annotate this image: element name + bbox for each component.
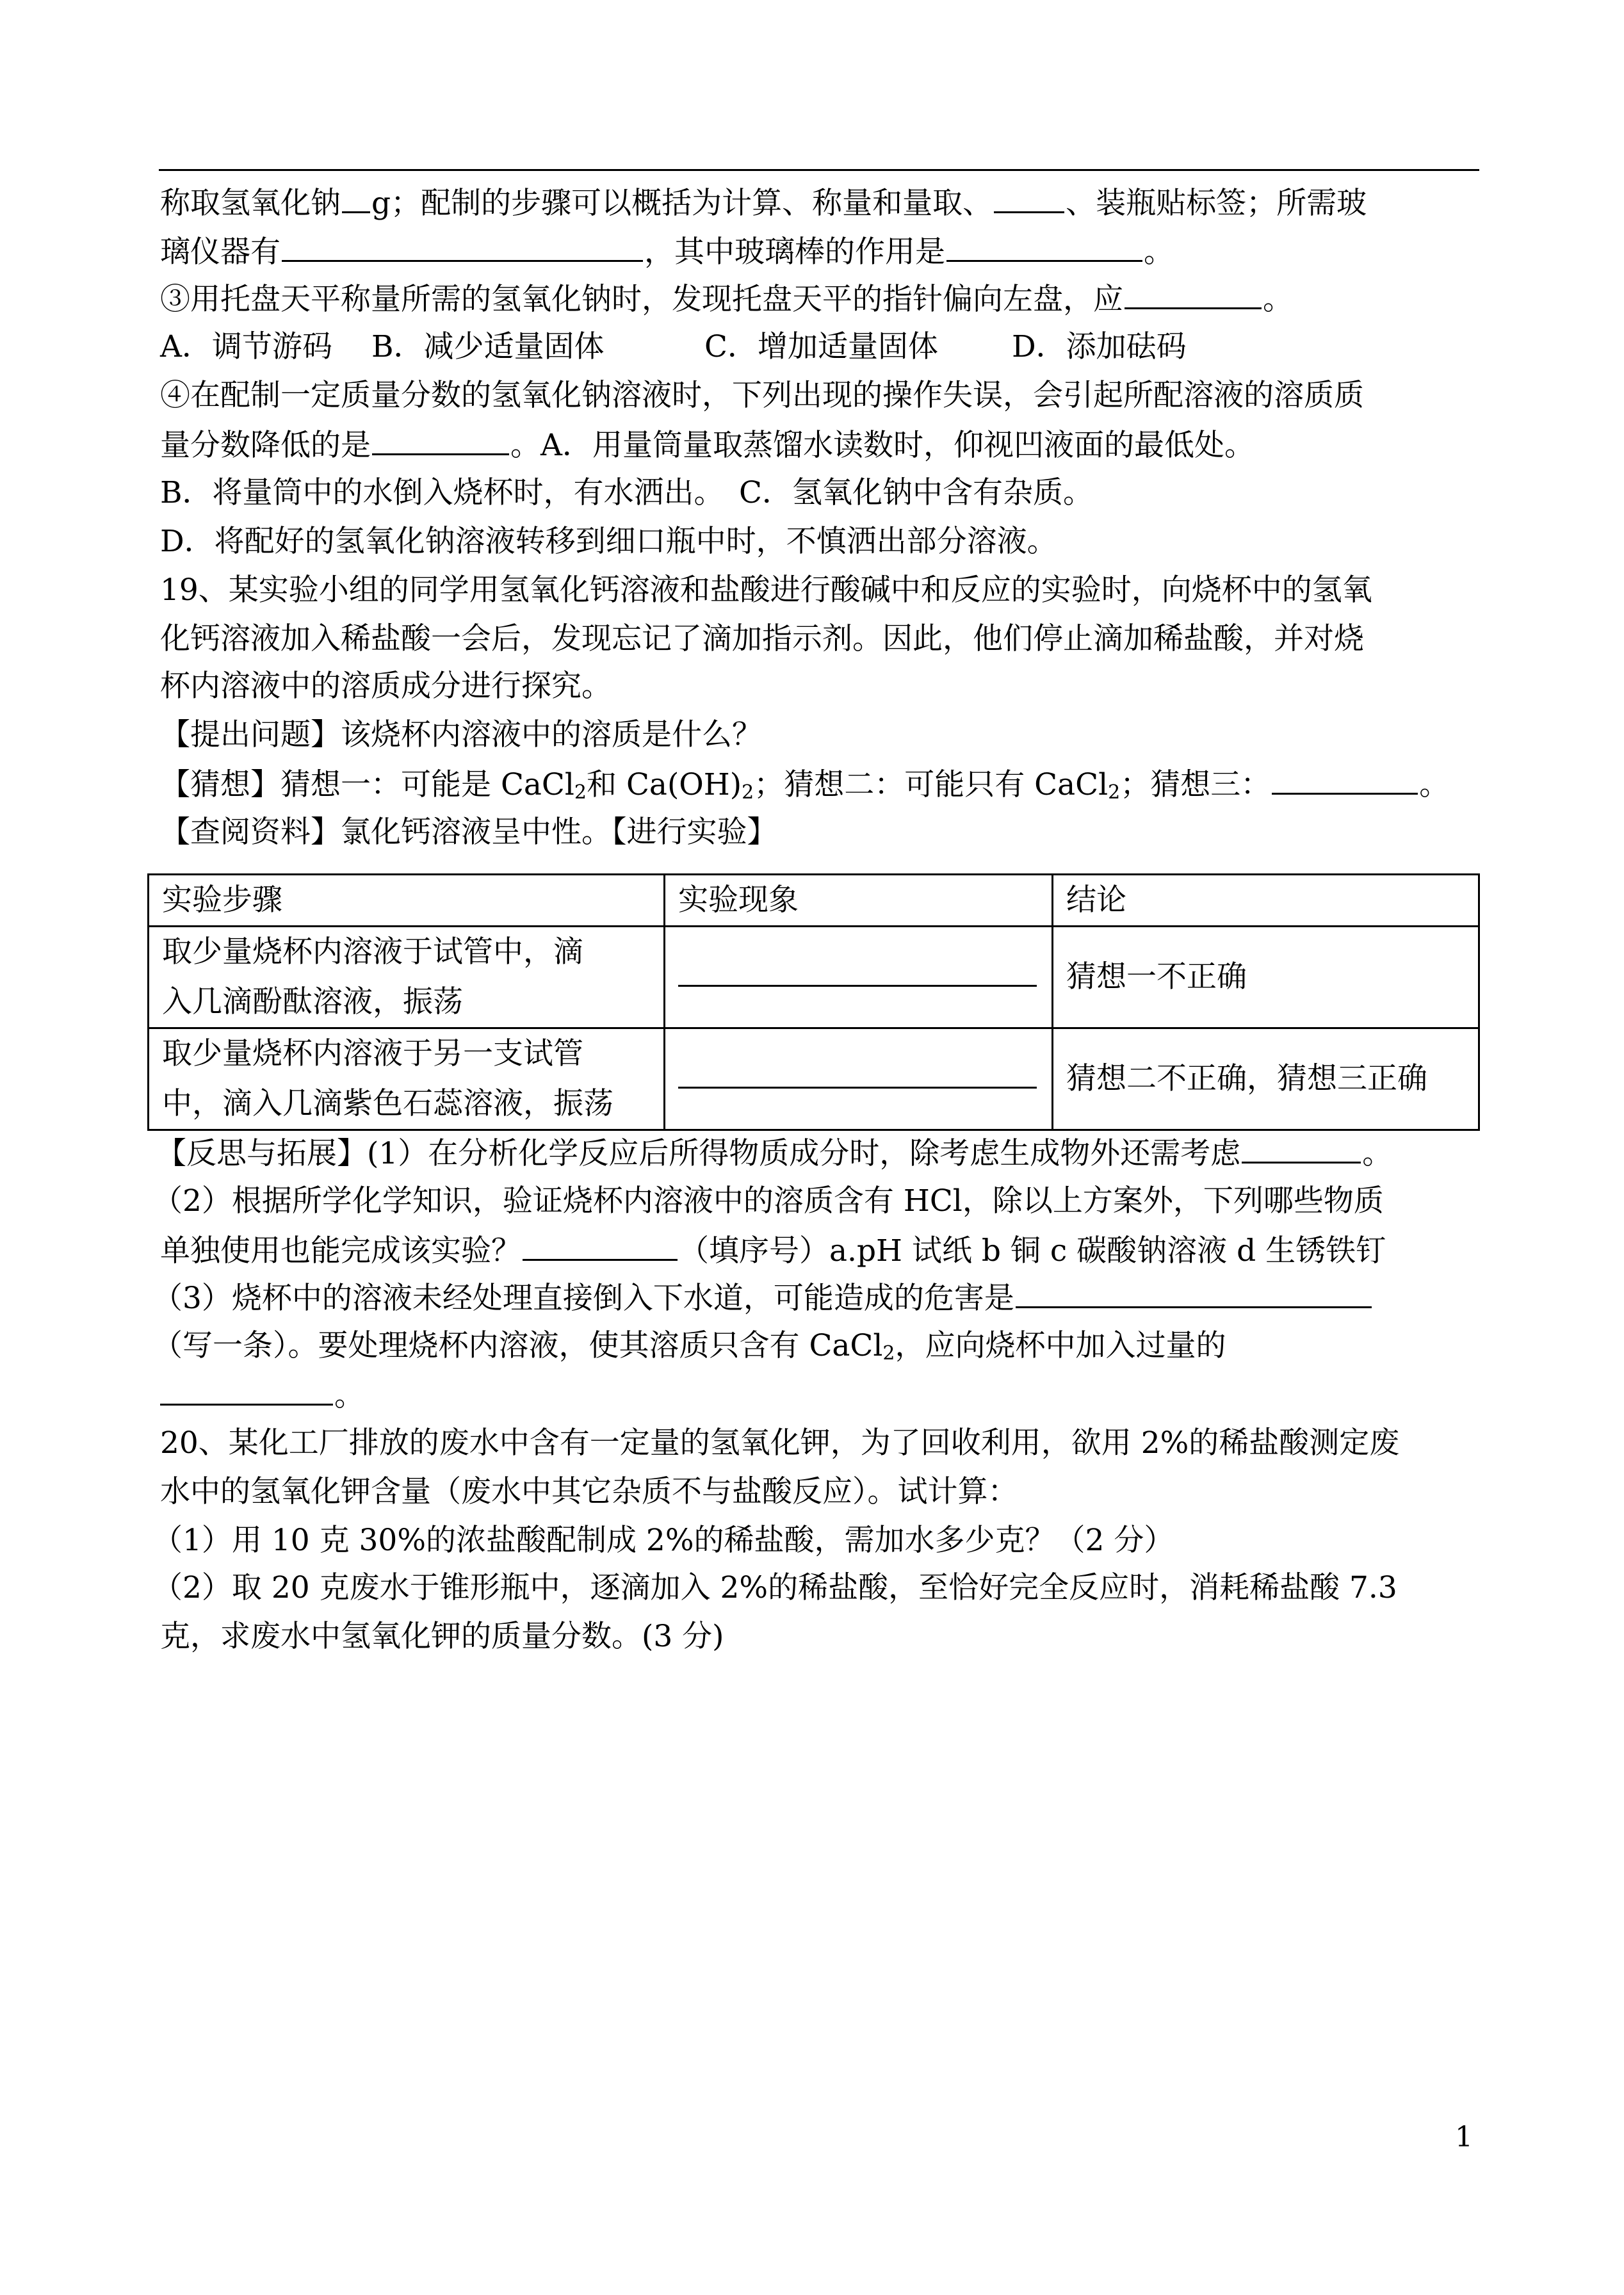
guess-three-blank[interactable]	[1272, 765, 1418, 795]
q19-reflect-3: （3）烧杯中的溶液未经处理直接倒入下水道，可能造成的危害是	[152, 1278, 1484, 1318]
q19-reflect-2b: 单独使用也能完成该实验？ （填序号）a.pH 试纸 b 铜 c 碳酸钠溶液 d 生锈铁钉	[160, 1231, 1492, 1270]
row2-phenomenon	[665, 1028, 1053, 1130]
row2-step: 取少量烧杯内溶液于另一支试管 中，滴入几滴紫色石蕊溶液，振荡	[149, 1028, 665, 1130]
table-row	[149, 1028, 1479, 1130]
q18-line-6: 量分数降低的是 。A．用量筒量取蒸馏水读数时，仰视凹液面的最低处。	[160, 425, 1492, 465]
step-blank[interactable]	[994, 183, 1064, 213]
reagent-choice-blank[interactable]	[523, 1231, 678, 1261]
option-d: D．添加砝码	[1012, 329, 1187, 364]
reagent-blank[interactable]	[160, 1375, 333, 1406]
table-row	[149, 927, 1479, 1028]
option-a: A．调节游码	[160, 329, 332, 364]
q20-part2-cont: 克，求废水中氢氧化钾的质量分数。(3 分)	[160, 1619, 724, 1654]
balance-action-blank[interactable]	[1125, 279, 1262, 309]
q20-part1: （1）用 10 克 30%的浓盐酸配制成 2%的稀盐酸，需加水多少克？（2 分）	[152, 1523, 1174, 1558]
q18-line-8: D．将配好的氢氧化钠溶液转移到细口瓶中时，不慎洒出部分溶液。	[160, 524, 1057, 559]
option-b: B．减少适量固体	[371, 329, 605, 364]
header-step: 实验步骤	[149, 875, 665, 927]
q18-line-5: ④在配制一定质量分数的氢氧化钠溶液时，下列出现的操作失误，会引起所配溶液的溶质质	[160, 378, 1364, 413]
q19-guess: 【猜想】猜想一：可能是 CaCl$_2$和 $Ca(OH)_2$；猜想二：可能只有 CaCl$_2$；猜想三： 。	[160, 765, 1492, 804]
header-conclusion: 结论	[1053, 875, 1479, 927]
page-number: 1	[1455, 2121, 1473, 2153]
q18-options	[160, 328, 1492, 366]
q20-line-2: 水中的氢氧化钾含量（废水中其它杂质不与盐酸反应）。试计算：	[160, 1474, 1018, 1509]
q19-reflect-2: （2）根据所学化学知识，验证烧杯内溶液中的溶质含有 HCl，除以上方案外，下列哪些物质	[152, 1183, 1384, 1219]
q20-line-1: 20、某化工厂排放的废水中含有一定量的氢氧化钾，为了回收利用，欲用 2%的稀盐酸测定废	[160, 1425, 1400, 1461]
glass-rod-use-blank[interactable]	[946, 232, 1142, 262]
q18-line-3: ③用托盘天平称量所需的氢氧化钠时，发现托盘天平的指针偏向左盘，应 。	[160, 279, 1492, 319]
q19-reflect-3b: （写一条）。要处理烧杯内溶液，使其溶质只含有 CaCl$_2$，应向烧杯中加入过量的	[152, 1328, 1226, 1365]
naoh-mass-blank[interactable]	[342, 183, 370, 213]
error-choice-blank[interactable]	[372, 425, 509, 455]
header-phenomenon: 实验现象	[665, 875, 1053, 927]
q18-line-7: B．将量筒中的水倒入烧杯时，有水洒出。 C．氢氧化钠中含有杂质。	[160, 475, 1093, 510]
row1-phenomenon	[665, 927, 1053, 1028]
row2-phenomenon-blank[interactable]	[678, 1055, 1037, 1089]
q19-question: 【提出问题】该烧杯内溶液中的溶质是什么？	[160, 717, 762, 752]
reflect-blank[interactable]	[1242, 1133, 1361, 1164]
row1-conclusion: 猜想一不正确	[1053, 927, 1479, 1028]
row1-step: 取少量烧杯内溶液于试管中，滴 入几滴酚酞溶液，振荡	[149, 927, 665, 1028]
option-c: C．增加适量固体	[704, 329, 938, 364]
q19-reflect-1: 【反思与拓展】(1）在分析化学反应后所得物质成分时，除考虑生成物外还需考虑 。	[156, 1133, 1527, 1173]
q19-line-3: 杯内溶液中的溶质成分进行探究。	[160, 669, 612, 704]
q19-info: 【查阅资料】氯化钙溶液呈中性。【进行实验】	[160, 815, 777, 850]
experiment-table	[147, 873, 1480, 1131]
hazard-blank[interactable]	[1016, 1278, 1372, 1308]
table-header-row	[149, 875, 1479, 927]
q19-line-2: 化钙溶液加入稀盐酸一会后，发现忘记了滴加指示剂。因此，他们停止滴加稀盐酸，并对烧	[160, 621, 1364, 656]
row1-phenomenon-blank[interactable]	[678, 953, 1037, 987]
q19-reflect-3c: 。	[160, 1375, 1492, 1415]
glassware-blank[interactable]	[282, 232, 643, 262]
q18-line-2: 璃仪器有 ，其中玻璃棒的作用是 。	[160, 232, 1492, 272]
q20-part2: （2）取 20 克废水于锥形瓶中，逐滴加入 2%的稀盐酸，至恰好完全反应时，消耗稀盐酸 7.3	[152, 1570, 1397, 1605]
q18-line-1: 称取氢氧化钠 g；配制的步骤可以概括为计算、称量和量取、 、装瓶贴标签；所需玻	[160, 183, 1492, 223]
q19-line-1: 19、某实验小组的同学用氢氧化钙溶液和盐酸进行酸碱中和反应的实验时，向烧杯中的氢氧	[160, 572, 1372, 608]
top-rule	[159, 169, 1479, 171]
row2-conclusion: 猜想二不正确，猜想三正确	[1053, 1028, 1479, 1130]
